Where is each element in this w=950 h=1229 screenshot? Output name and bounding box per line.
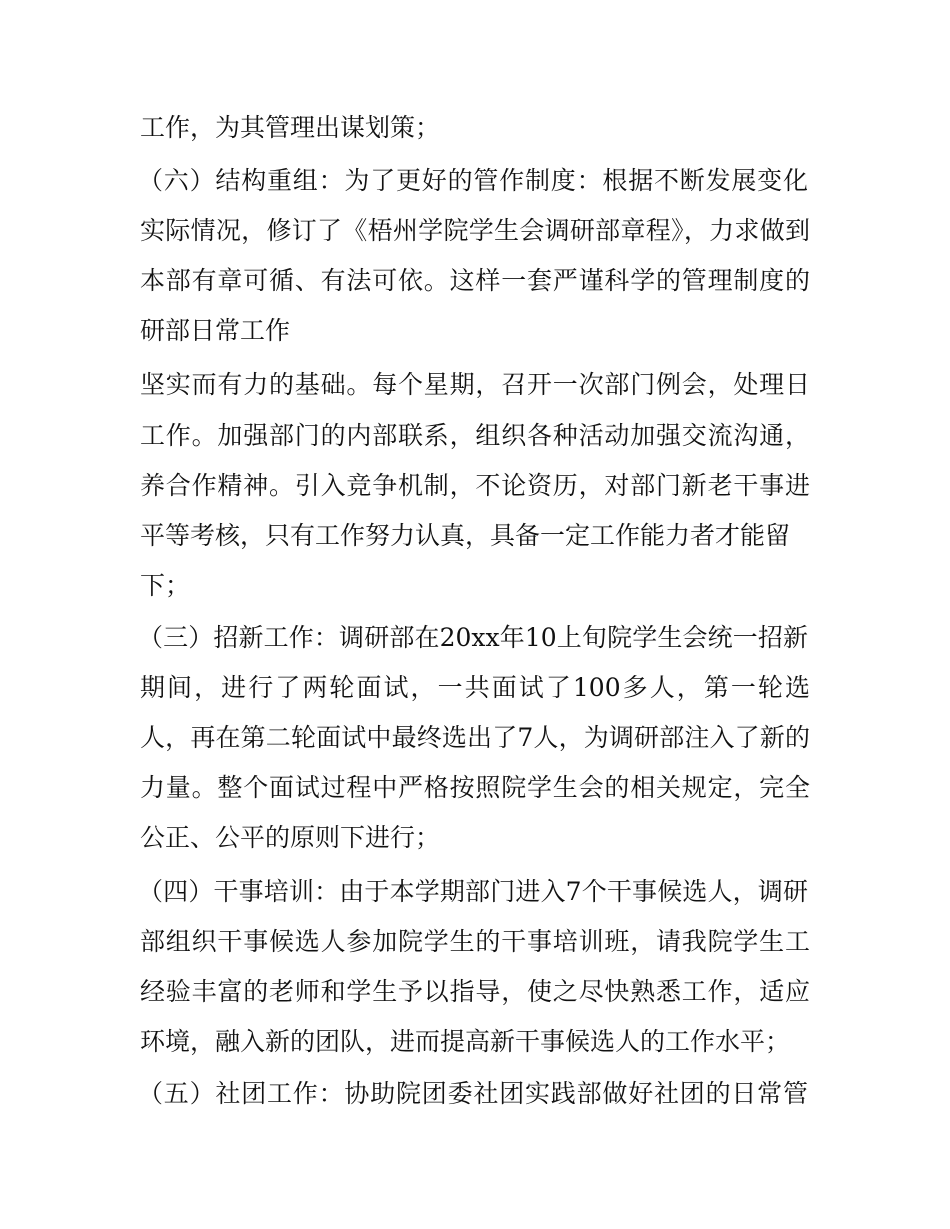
text-line: 人，再在第二轮面试中最终选出了7人，为调研部注入了新的 [140,723,810,752]
text-line: 工作，为其管理出谋划策； [140,113,441,142]
text-line: 实际情况，修订了《梧州学院学生会调研部章程》，力求做到 [140,216,810,245]
text-line: 部组织干事候选人参加院学生的干事培训班，请我院学生工 [140,927,810,956]
text-line: 公正、公平的原则下进行； [140,823,441,852]
text-line: 研部日常工作 [140,316,291,345]
text-line: 平等考核，只有工作努力认真，具备一定工作能力者才能留 [140,521,791,550]
text-line: 本部有章可循、有法可依。这样一套严谨科学的管理制度的 [140,266,810,295]
text-line: 环境，融入新的团队，进而提高新干事候选人的工作水平； [140,1027,791,1056]
text-line: 力量。整个面试过程中严格按照院学生会的相关规定，完全 [140,773,810,802]
text-line: 经验丰富的老师和学生予以指导，使之尽快熟悉工作，适应 [140,977,810,1006]
text-line: 坚实而有力的基础。每个星期，召开一次部门例会，处理日 [140,370,810,399]
text-line: 期间，进行了两轮面试，一共面试了100多人，第一轮选 [140,673,810,702]
text-line: 养合作精神。引入竞争机制，不论资历，对部门新老干事进 [140,471,810,500]
text-line: （五）社团工作：协助院团委社团实践部做好社团的日常管 [138,1079,808,1108]
text-line: （三）招新工作：调研部在20xx年10上旬院学生会统一招新 [138,623,808,652]
text-line: 下； [140,571,191,600]
text-line: （六）结构重组：为了更好的管作制度：根据不断发展变化 [138,166,808,195]
text-line: （四）干事培训：由于本学期部门进入7个干事候选人，调研 [138,877,808,906]
text-line: 工作。加强部门的内部联系，组织各种活动加强交流沟通， [140,421,810,450]
